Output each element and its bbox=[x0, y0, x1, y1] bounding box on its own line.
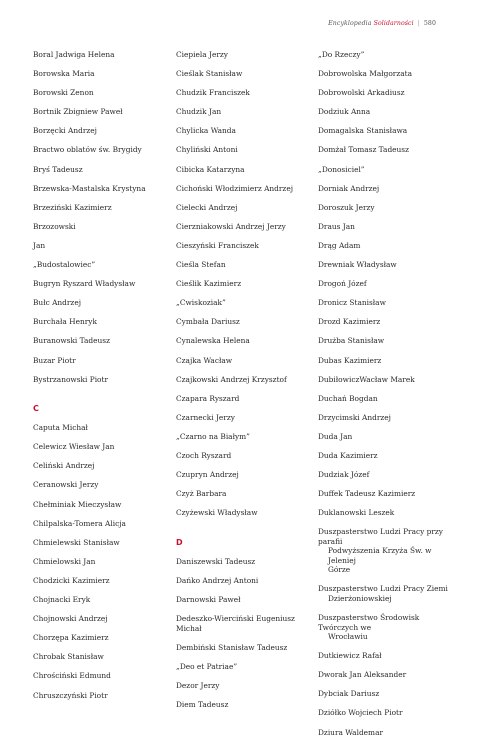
index-entry: „Budostalowiec” bbox=[33, 260, 96, 270]
index-entry: Chudzik Jan bbox=[176, 107, 222, 117]
index-entry: Chmielewski Stanisław bbox=[33, 537, 120, 547]
index-entry: Chyliński Antoni bbox=[176, 145, 238, 155]
index-entry: Duklanowski Leszek bbox=[318, 508, 395, 518]
index-entry: Diem Tadeusz bbox=[176, 700, 229, 709]
index-entry: Buzar Piotr bbox=[33, 355, 76, 365]
index-entry: Cierzniakowski Andrzej Jerzy bbox=[176, 221, 286, 231]
index-entry: Dedeszko-Wierciński Eugeniusz Michał bbox=[176, 614, 295, 633]
publication-title-accent: Solidarności bbox=[373, 20, 414, 27]
index-entry: Cieszyński Franciszek bbox=[176, 240, 259, 250]
entry-line: Duszpasterstwo Środowisk Twórczych we bbox=[318, 613, 420, 632]
index-entry: Bractwo oblatów św. Brygidy bbox=[33, 145, 142, 155]
index-entry: Dorniak Andrzej bbox=[318, 183, 380, 193]
index-entry: Chilpalska-Tomera Alicja bbox=[33, 518, 126, 528]
index-entry: Chruszczyński Piotr bbox=[33, 690, 108, 700]
index-entry: Draus Jan bbox=[318, 221, 355, 231]
running-header bbox=[328, 20, 436, 27]
index-entry: Dobrowolska Małgorzata bbox=[318, 69, 413, 79]
index-entry: Dziura Waldemar bbox=[318, 727, 384, 737]
index-column-1 bbox=[33, 50, 173, 710]
index-entry: Drużba Stanisław bbox=[318, 336, 385, 346]
index-entry: Czoch Ryszard bbox=[176, 450, 232, 460]
index-entry: Cynalewska Helena bbox=[176, 336, 250, 346]
index-entry: Dutkiewicz Rafał bbox=[318, 651, 382, 661]
index-entry: Czajkowski Andrzej Krzysztof bbox=[176, 374, 287, 384]
index-entry: „Do Rzeczy” bbox=[318, 50, 365, 59]
index-entry: DubiłowiczWacław Marek bbox=[318, 374, 415, 384]
index-entry: Brzeziński Kazimierz bbox=[33, 202, 112, 212]
index-entry: Czyż Barbara bbox=[176, 489, 227, 499]
index-entry: „Donosiciel” bbox=[318, 164, 365, 174]
index-entry: Chrobak Stanisław bbox=[33, 652, 104, 662]
index-entry: Bystrzanowski Piotr bbox=[33, 374, 109, 384]
index-entry: Dobrowolski Arkadiusz bbox=[318, 88, 405, 98]
index-entry: Cieślak Stanisław bbox=[176, 69, 243, 79]
page-number: 580 bbox=[423, 20, 436, 27]
entry-line-continued: Górze bbox=[328, 565, 351, 575]
index-entry: Cieśla Stefan bbox=[176, 260, 226, 270]
index-entry: Cieślik Kazimierz bbox=[176, 279, 242, 289]
entry-line: Duszpasterstwo Ludzi Pracy przy parafii bbox=[318, 527, 443, 546]
entry-line-continued: Wrocławiu bbox=[328, 632, 368, 642]
index-entry: Duffek Tadeusz Kazimierz bbox=[318, 489, 416, 499]
header-separator: | bbox=[417, 20, 420, 27]
index-entry: Dodziuk Anna bbox=[318, 107, 371, 117]
index-entry-multiline bbox=[318, 527, 448, 575]
index-entry: Daniszewski Tadeusz bbox=[176, 556, 256, 566]
index-entry: Chudzik Franciszek bbox=[176, 88, 250, 98]
index-entry-multiline bbox=[318, 613, 448, 642]
index-entry: Drozd Kazimierz bbox=[318, 317, 381, 327]
index-entry: Borowski Zenon bbox=[33, 88, 94, 98]
index-entry: Czajka Wacław bbox=[176, 355, 233, 365]
index-entry: Bryś Tadeusz bbox=[33, 164, 83, 174]
index-entry: Dronicz Stanisław bbox=[318, 298, 386, 308]
index-entry: Darnowski Paweł bbox=[176, 595, 241, 605]
index-entry: Buranowski Tadeusz bbox=[33, 336, 110, 346]
index-entry: Doroszuk Jerzy bbox=[318, 202, 375, 212]
index-entry: Drąg Adam bbox=[318, 240, 361, 250]
index-entry: Dybciak Dariusz bbox=[318, 689, 380, 699]
index-entry: Bugryn Ryszard Władysław bbox=[33, 279, 136, 289]
index-entry: Drewniak Władysław bbox=[318, 260, 397, 270]
index-entry: Cielecki Andrzej bbox=[176, 202, 238, 212]
entry-line: Duszpasterstwo Ludzi Pracy Ziemi bbox=[318, 584, 448, 594]
index-column-3 bbox=[318, 50, 448, 747]
index-entry: Borzęcki Andrzej bbox=[33, 126, 97, 136]
index-entry: Czarnecki Jerzy bbox=[176, 412, 235, 422]
entry-line-continued: Podwyższenia Krzyża Św. w Jeleniej bbox=[328, 546, 432, 565]
index-entry: Dubas Kazimierz bbox=[318, 355, 382, 365]
index-entry: Dańko Andrzej Antoni bbox=[176, 575, 259, 585]
index-entry: Duchań Bogdan bbox=[318, 393, 378, 403]
section-letter-c: C bbox=[33, 404, 39, 414]
index-entry: Chrościński Edmund bbox=[33, 671, 111, 681]
index-entry: Czapara Ryszard bbox=[176, 393, 240, 403]
index-entry: Ceranowski Jerzy bbox=[33, 480, 99, 490]
index-entry: Chojnowski Andrzej bbox=[33, 614, 108, 624]
index-entry: Borowska Maria bbox=[33, 69, 95, 79]
index-entry: Dudziak Józef bbox=[318, 470, 370, 480]
index-entry: Chmielowski Jan bbox=[33, 556, 96, 566]
section-letter-d: D bbox=[176, 537, 183, 547]
index-entry: Chodzicki Kazimierz bbox=[33, 575, 110, 585]
index-entry: Brzozowski bbox=[33, 221, 76, 231]
index-entry: Celiński Andrzej bbox=[33, 461, 95, 471]
index-entry: Cibicka Katarzyna bbox=[176, 164, 245, 174]
index-entry: Duda Kazimierz bbox=[318, 450, 378, 460]
index-entry: „Deo et Patriae” bbox=[176, 661, 238, 671]
index-entry: Bułc Andrzej bbox=[33, 298, 81, 308]
index-entry: Cymbała Dariusz bbox=[176, 317, 240, 327]
index-entry: Czyżewski Władysław bbox=[176, 508, 258, 518]
index-entry: Chylicka Wanda bbox=[176, 126, 236, 136]
index-entry: Caputa Michał bbox=[33, 423, 88, 433]
index-entry: Duda Jan bbox=[318, 431, 353, 441]
index-entry: Chojnacki Eryk bbox=[33, 595, 91, 605]
index-entry: Cichoński Włodzimierz Andrzej bbox=[176, 183, 293, 193]
index-column-2 bbox=[176, 50, 316, 719]
index-entry: Burchała Henryk bbox=[33, 317, 97, 327]
index-entry: Chełminiak Mieczysław bbox=[33, 499, 122, 509]
index-entry: Dezor Jerzy bbox=[176, 680, 220, 690]
index-entry: Dziółko Wojciech Piotr bbox=[318, 708, 403, 718]
index-entry: Ciepiela Jerzy bbox=[176, 50, 228, 59]
publication-title: Encyklopedia bbox=[328, 20, 372, 27]
index-entry: Domżał Tomasz Tadeusz bbox=[318, 145, 409, 155]
index-entry: „Czarno na Białym” bbox=[176, 431, 250, 441]
index-entry: Brzewska-Mastalska Krystyna bbox=[33, 183, 146, 193]
index-entry: Boral Jadwiga Helena bbox=[33, 50, 115, 59]
index-entry-multiline bbox=[318, 584, 448, 603]
index-entry: Drogoń Józef bbox=[318, 279, 367, 289]
entry-line-continued: Dzierżoniowskiej bbox=[328, 593, 392, 603]
index-entry: Jan bbox=[33, 240, 46, 250]
index-entry: Bortnik Zbigniew Paweł bbox=[33, 107, 123, 117]
index-entry: Dembiński Stanisław Tadeusz bbox=[176, 642, 288, 652]
index-entry: „Cwiskoziak” bbox=[176, 298, 226, 308]
index-entry: Czupryn Andrzej bbox=[176, 470, 239, 480]
index-entry: Drzycimski Andrzej bbox=[318, 412, 391, 422]
index-entry: Domagalska Stanisława bbox=[318, 126, 408, 136]
index-entry: Celewicz Wiesław Jan bbox=[33, 442, 115, 452]
index-entry: Chorzępa Kazimierz bbox=[33, 633, 109, 643]
index-entry: Dworak Jan Aleksander bbox=[318, 670, 407, 680]
